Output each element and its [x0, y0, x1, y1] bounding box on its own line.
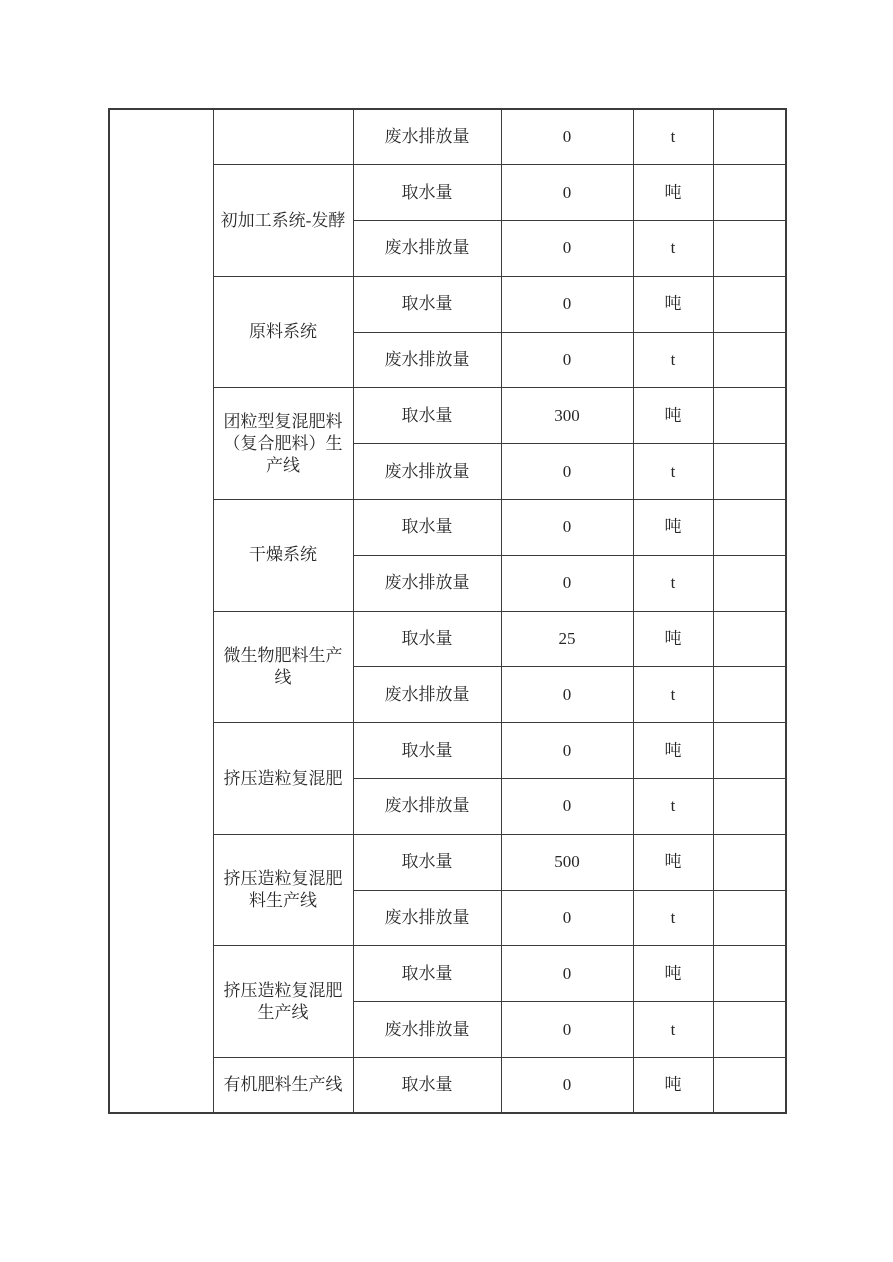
right-empty-cell: [713, 890, 786, 946]
value-cell: 0: [501, 890, 633, 946]
system-cell: 微生物肥料生产线: [213, 611, 353, 723]
right-empty-cell: [713, 500, 786, 556]
value-cell: 0: [501, 555, 633, 611]
unit-cell: t: [633, 221, 713, 277]
unit-cell: t: [633, 332, 713, 388]
metric-cell: 废水排放量: [353, 1002, 501, 1058]
unit-cell: 吨: [633, 165, 713, 221]
unit-cell: t: [633, 667, 713, 723]
value-cell: 0: [501, 109, 633, 165]
value-cell: 0: [501, 667, 633, 723]
system-cell: 有机肥料生产线: [213, 1058, 353, 1114]
metric-cell: 取水量: [353, 723, 501, 779]
value-cell: 0: [501, 276, 633, 332]
table-row: [109, 109, 786, 165]
metric-cell: 废水排放量: [353, 667, 501, 723]
right-empty-cell: [713, 611, 786, 667]
right-empty-cell: [713, 444, 786, 500]
unit-cell: 吨: [633, 611, 713, 667]
left-margin-cell: [109, 109, 213, 1113]
system-cell: 挤压造粒复混肥生产线: [213, 946, 353, 1058]
system-cell: 挤压造粒复混肥料生产线: [213, 834, 353, 946]
value-cell: 0: [501, 1002, 633, 1058]
right-empty-cell: [713, 555, 786, 611]
unit-cell: 吨: [633, 500, 713, 556]
metric-cell: 取水量: [353, 500, 501, 556]
metric-cell: 废水排放量: [353, 890, 501, 946]
value-cell: 0: [501, 500, 633, 556]
metric-cell: 取水量: [353, 834, 501, 890]
system-cell: [213, 109, 353, 165]
right-empty-cell: [713, 779, 786, 835]
right-empty-cell: [713, 221, 786, 277]
right-empty-cell: [713, 276, 786, 332]
value-cell: 0: [501, 444, 633, 500]
unit-cell: t: [633, 444, 713, 500]
unit-cell: t: [633, 1002, 713, 1058]
unit-cell: 吨: [633, 946, 713, 1002]
value-cell: 0: [501, 723, 633, 779]
system-cell: 团粒型复混肥料（复合肥料）生产线: [213, 388, 353, 500]
metric-cell: 取水量: [353, 276, 501, 332]
value-cell: 0: [501, 165, 633, 221]
unit-cell: 吨: [633, 1058, 713, 1114]
unit-cell: t: [633, 890, 713, 946]
value-cell: 300: [501, 388, 633, 444]
metric-cell: 取水量: [353, 946, 501, 1002]
right-empty-cell: [713, 1002, 786, 1058]
system-cell: 原料系统: [213, 276, 353, 388]
metric-cell: 取水量: [353, 165, 501, 221]
metric-cell: 废水排放量: [353, 332, 501, 388]
unit-cell: 吨: [633, 834, 713, 890]
right-empty-cell: [713, 109, 786, 165]
unit-cell: 吨: [633, 276, 713, 332]
metric-cell: 废水排放量: [353, 555, 501, 611]
value-cell: 0: [501, 1058, 633, 1114]
system-cell: 初加工系统-发酵: [213, 165, 353, 277]
system-cell: 挤压造粒复混肥: [213, 723, 353, 835]
unit-cell: t: [633, 109, 713, 165]
right-empty-cell: [713, 1058, 786, 1114]
metric-cell: 取水量: [353, 1058, 501, 1114]
value-cell: 0: [501, 946, 633, 1002]
unit-cell: 吨: [633, 723, 713, 779]
value-cell: 0: [501, 221, 633, 277]
metric-cell: 废水排放量: [353, 779, 501, 835]
right-empty-cell: [713, 723, 786, 779]
unit-cell: t: [633, 555, 713, 611]
right-empty-cell: [713, 332, 786, 388]
right-empty-cell: [713, 946, 786, 1002]
value-cell: 0: [501, 332, 633, 388]
value-cell: 500: [501, 834, 633, 890]
metric-cell: 废水排放量: [353, 444, 501, 500]
value-cell: 25: [501, 611, 633, 667]
unit-cell: 吨: [633, 388, 713, 444]
metric-cell: 取水量: [353, 388, 501, 444]
unit-cell: t: [633, 779, 713, 835]
right-empty-cell: [713, 667, 786, 723]
right-empty-cell: [713, 165, 786, 221]
right-empty-cell: [713, 834, 786, 890]
value-cell: 0: [501, 779, 633, 835]
metric-cell: 取水量: [353, 611, 501, 667]
metric-cell: 废水排放量: [353, 221, 501, 277]
right-empty-cell: [713, 388, 786, 444]
system-cell: 干燥系统: [213, 500, 353, 612]
metric-cell: 废水排放量: [353, 109, 501, 165]
water-usage-table: [108, 108, 787, 1114]
